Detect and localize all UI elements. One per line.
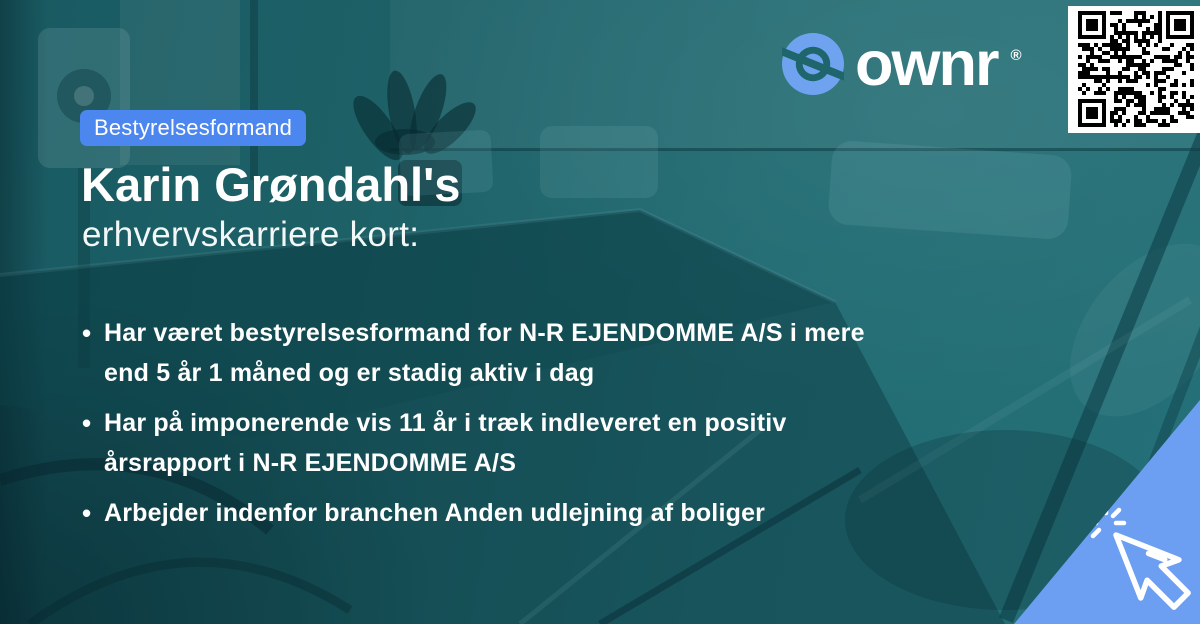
career-facts-list	[82, 313, 942, 543]
card-subtitle: erhvervskarriere kort:	[82, 215, 420, 254]
career-fact-item	[82, 313, 942, 393]
career-fact-line: end 5 år 1 måned og er stadig aktiv i dag	[104, 359, 595, 387]
career-fact-line: • Har på imponerende vis 11 år i træk indleveret en positiv	[104, 409, 787, 437]
qr-code-pattern	[1078, 11, 1194, 127]
career-fact-line: årsrapport i N-R EJENDOMME A/S	[104, 449, 517, 477]
career-fact-line: • Har været bestyrelsesformand for N-R EJENDOMME A/S i mere	[104, 319, 865, 347]
click-cursor-icon	[1088, 503, 1200, 621]
door-panel-silhouette	[120, 0, 258, 180]
career-fact-item	[82, 403, 942, 483]
cursor-arrow	[1097, 516, 1200, 619]
qr-code	[1068, 6, 1200, 133]
ownr-wordmark: ownr	[855, 29, 998, 99]
ownr-logo-icon	[782, 33, 844, 95]
registered-trademark: ®	[1010, 47, 1022, 64]
person-name-title: Karin Grøndahl's	[81, 158, 461, 211]
career-fact-line: • Arbejder indenfor branchen Anden udlejning af boliger	[104, 499, 766, 527]
career-fact-item	[82, 493, 942, 533]
role-badge: Bestyrelsesformand	[80, 110, 306, 146]
ownr-logo	[782, 29, 1022, 99]
